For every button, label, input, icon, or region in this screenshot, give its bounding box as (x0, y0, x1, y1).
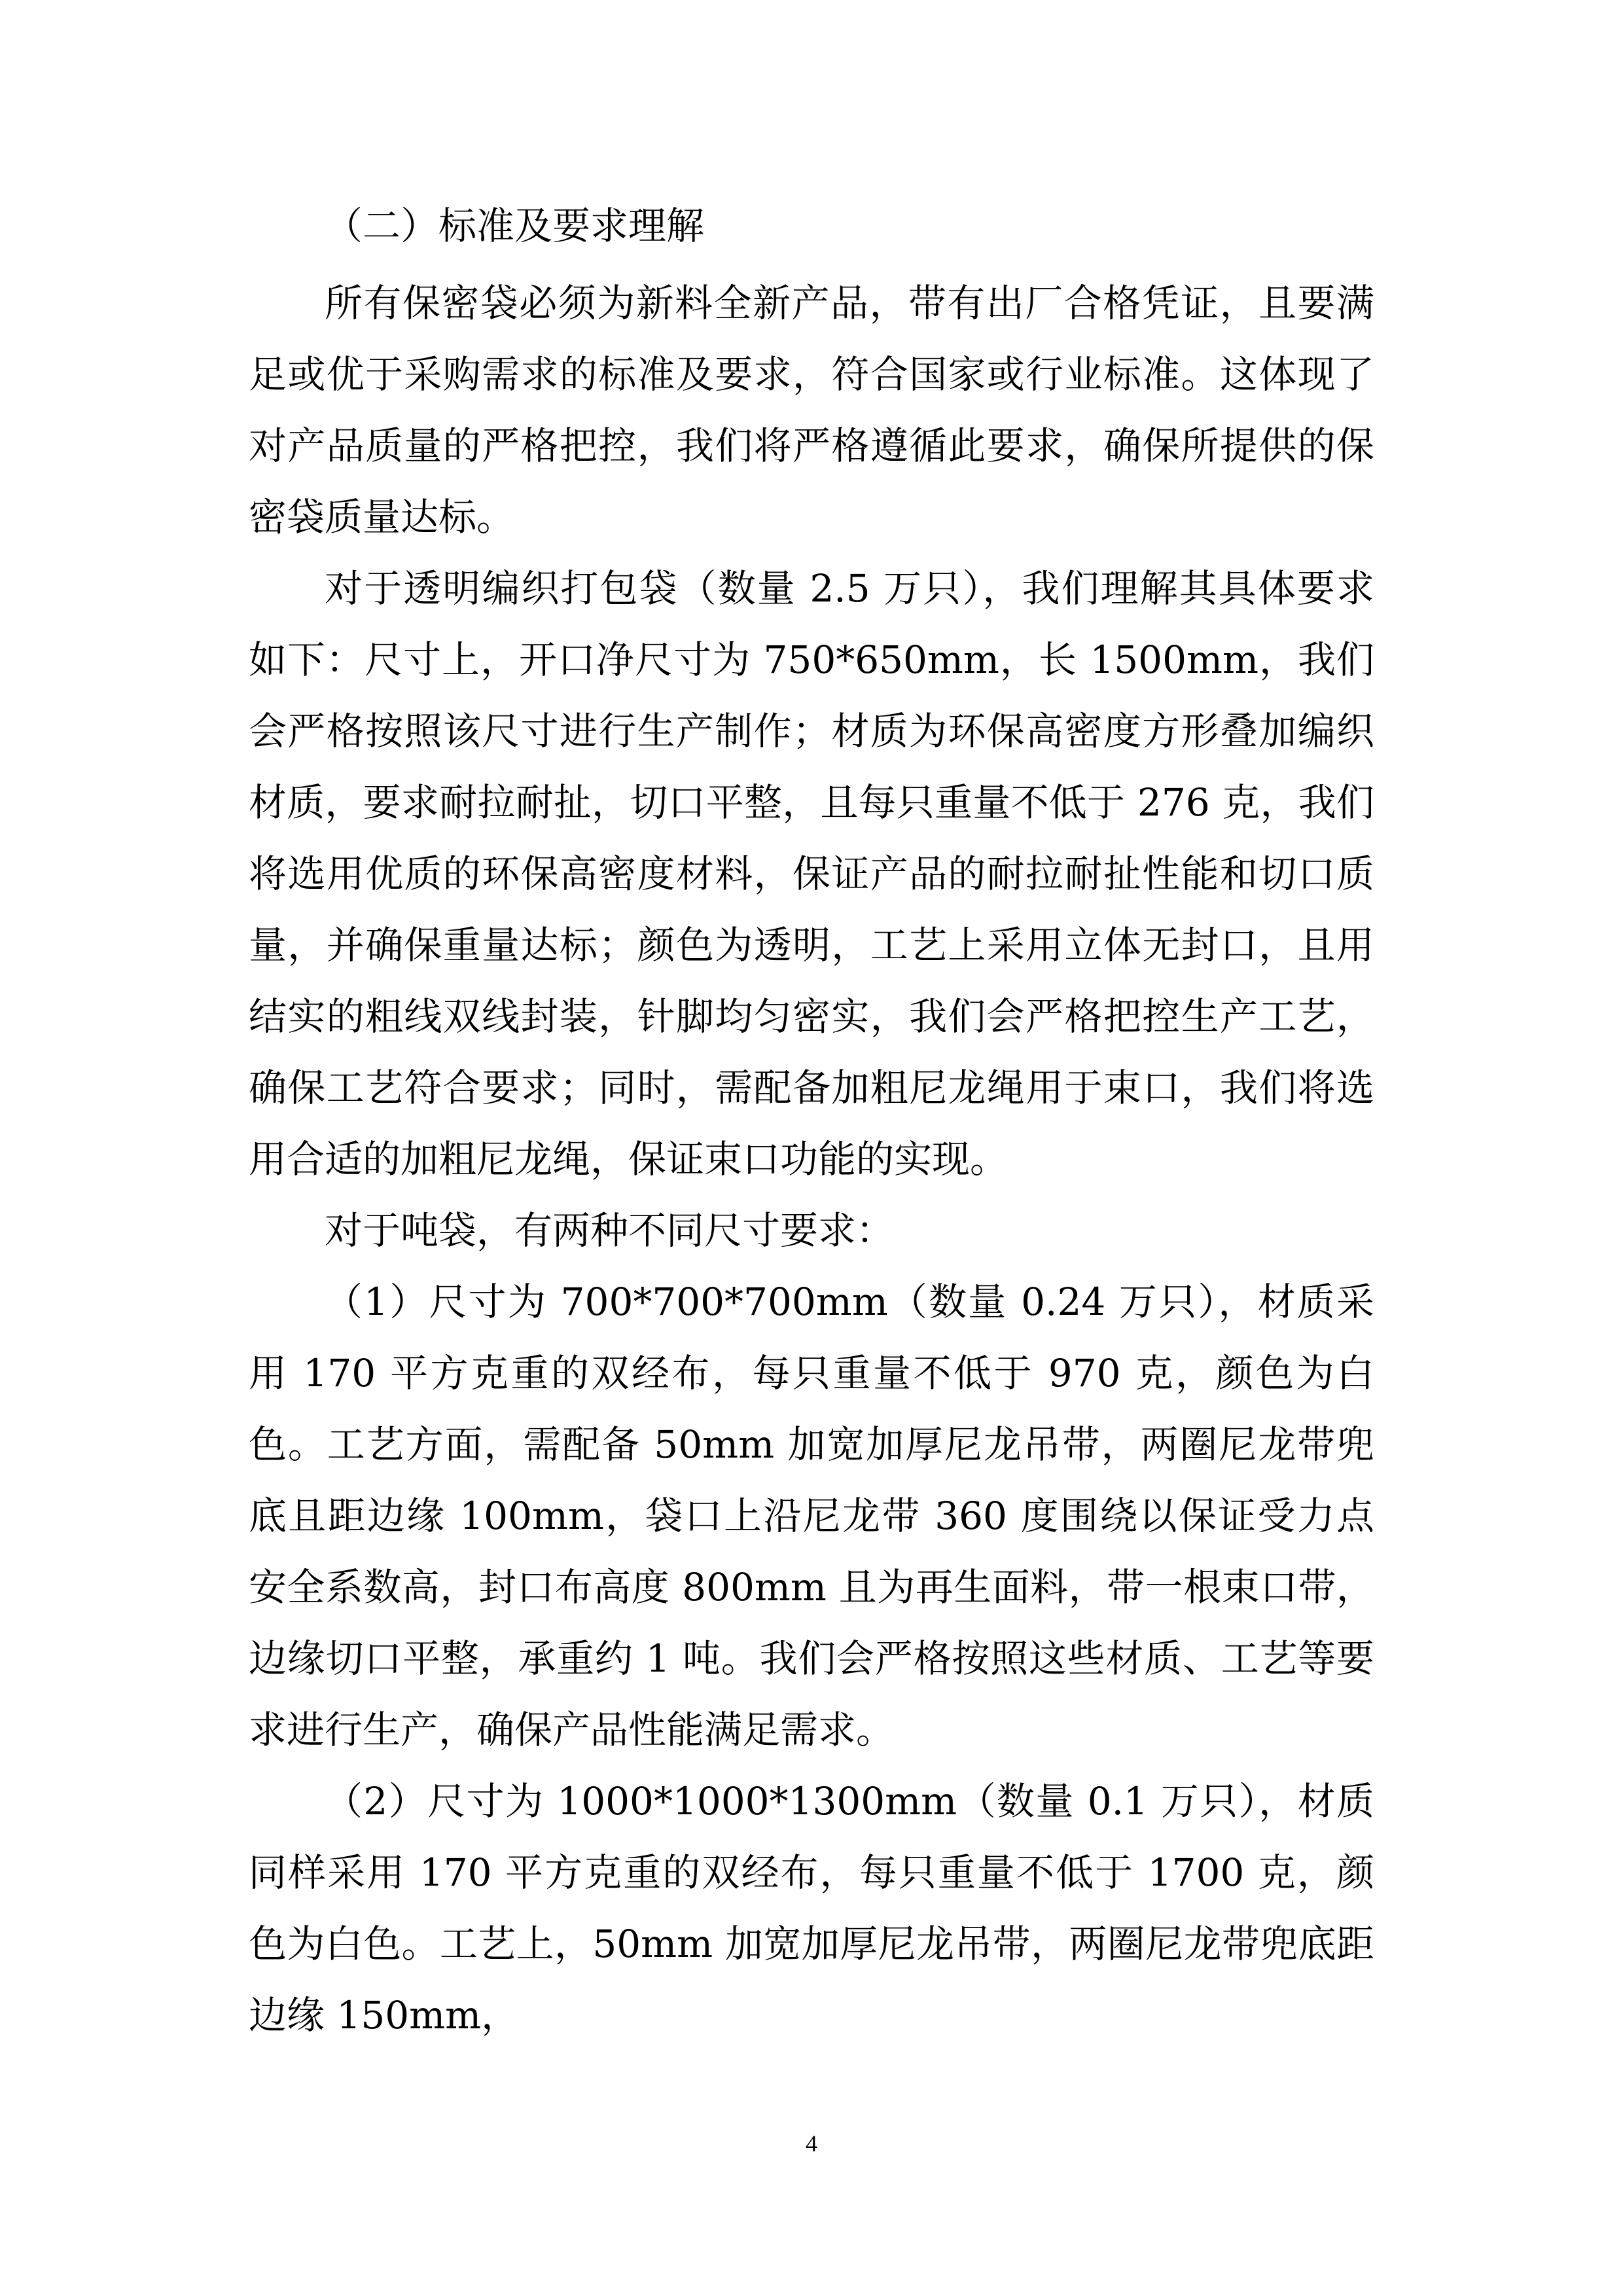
paragraph-woven-bag: 对于透明编织打包袋（数量 2.5 万只），我们理解其具体要求如下：尺寸上，开口净尺寸为 750*650mm，长 1500mm，我们会严格按照该尺寸进行生产制作；材质为环保高密度方形叠加编织材质，要求耐拉耐扯，切口平整，且每只重量不低于 276 克，我们将选用优质的环保高密度材料，保证产品的耐拉耐扯性能和切口质量，并确保重量达标；颜色为透明，工艺上采用立体无封口，且用结实的粗线双线封装，针脚均匀密实，我们会严格把控生产工艺，确保工艺符合要求；同时，需配备加粗尼龙绳用于束口，我们将选用合适的加粗尼龙绳，保证束口功能的实现。 (249, 566, 1374, 1181)
page-number: 4 (806, 2130, 817, 2157)
paragraph-general-requirements: 所有保密袋必须为新料全新产品，带有出厂合格凭证，且要满足或优于采购需求的标准及要求，符合国家或行业标准。这体现了对产品质量的严格把控，我们将严格遵循此要求，确保所提供的保密袋质量达标。 (249, 281, 1374, 539)
paragraph-ton-bag-size-1: （1）尺寸为 700*700*700mm（数量 0.24 万只），材质采用 170 平方克重的双经布，每只重量不低于 970 克，颜色为白色。工艺方面，需配备 50mm 加宽加厚尼龙吊带，两圈尼龙带兜底且距边缘 100mm，袋口上沿尼龙带 360 度围绕以保证受力点安全系数高，封口布高度 800mm 且为再生面料，带一根束口带，边缘切口平整，承重约 1 吨。我们会严格按照这些材质、工艺等要求进行生产，确保产品性能满足需求。 (249, 1280, 1374, 1752)
document-page (249, 196, 1374, 2051)
paragraph-ton-bag-intro: 对于吨袋，有两种不同尺寸要求： (325, 1208, 895, 1253)
paragraph-ton-bag-size-2: （2）尺寸为 1000*1000*1300mm（数量 0.1 万只），材质同样采用 170 平方克重的双经布，每只重量不低于 1700 克，颜色为白色。工艺上，50mm 加宽加厚尼龙吊带，两圈尼龙带兜底距边缘 150mm， (249, 1779, 1374, 2037)
section-heading: （二）标准及要求理解 (325, 204, 705, 248)
